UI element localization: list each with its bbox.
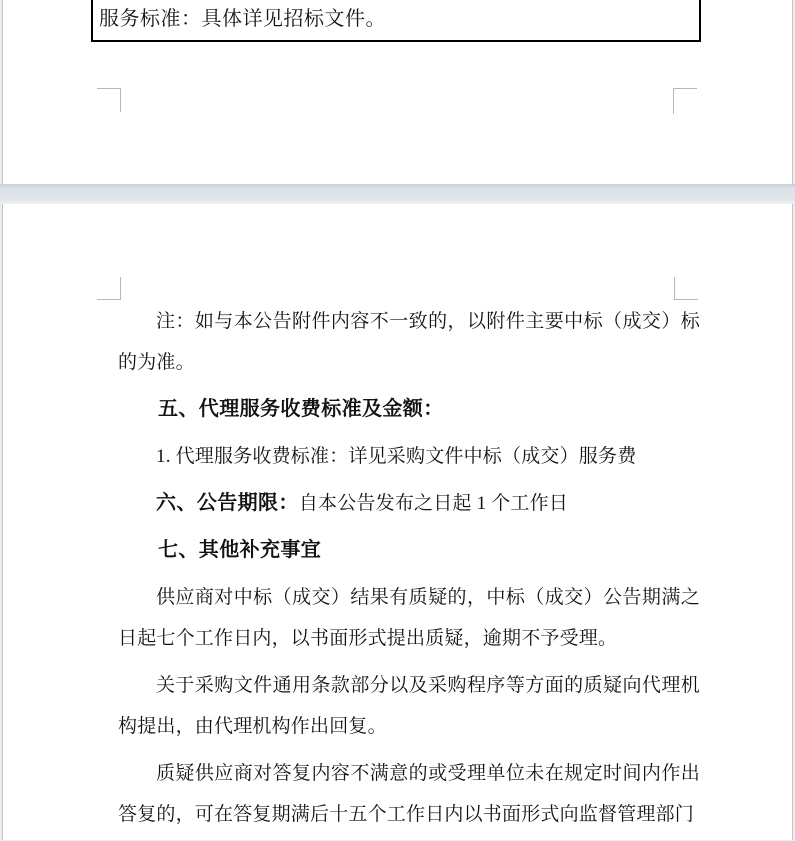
heading-section-6-label: 六、公告期限：	[156, 492, 299, 514]
paragraph-fee-standard[interactable]: 1. 代理服务收费标准：详见采购文件中标（成交）服务费	[156, 446, 637, 467]
paragraph-complaint-to-regulator[interactable]: 质疑供应商对答复内容不满意的或受理单位未在规定时间内作出答复的，可在答复期满后十五个工作日内以书面形式向监督管理部门	[118, 763, 700, 825]
announcement-period-text: 自本公告发布之日起 1 个工作日	[298, 493, 569, 514]
document-page-1[interactable]	[2, 0, 793, 184]
paragraph-section-6-announcement-period[interactable]	[118, 483, 700, 524]
heading-section-5-agency-fee[interactable]: 五、代理服务收费标准及金额：	[158, 398, 444, 420]
paragraph-objection-to-agency[interactable]: 关于采购文件通用条款部分以及采购程序等方面的质疑向代理机构提出，由代理机构作出回复。	[118, 675, 700, 737]
document-page-2[interactable]	[2, 204, 793, 840]
page-corner-mark-top-left	[97, 277, 121, 300]
page-corner-mark-top-right	[674, 277, 698, 300]
service-standard-table-cell[interactable]	[91, 0, 701, 42]
document-text-area[interactable]	[118, 301, 700, 841]
page-break-gap	[0, 184, 795, 204]
page-corner-mark-bottom-left	[97, 88, 121, 112]
page-corner-mark-bottom-right	[673, 88, 697, 114]
heading-section-7-other-matters[interactable]: 七、其他补充事宜	[158, 539, 322, 561]
service-standard-text: 服务标准：具体详见招标文件。	[99, 8, 386, 30]
paragraph-supplier-objection[interactable]: 供应商对中标（成交）结果有质疑的，中标（成交）公告期满之日起七个工作日内，以书面形式提出质疑，逾期不予受理。	[118, 587, 700, 649]
paragraph-note-attachment[interactable]: 注：如与本公告附件内容不一致的，以附件主要中标（成交）标的为准。	[118, 311, 700, 373]
